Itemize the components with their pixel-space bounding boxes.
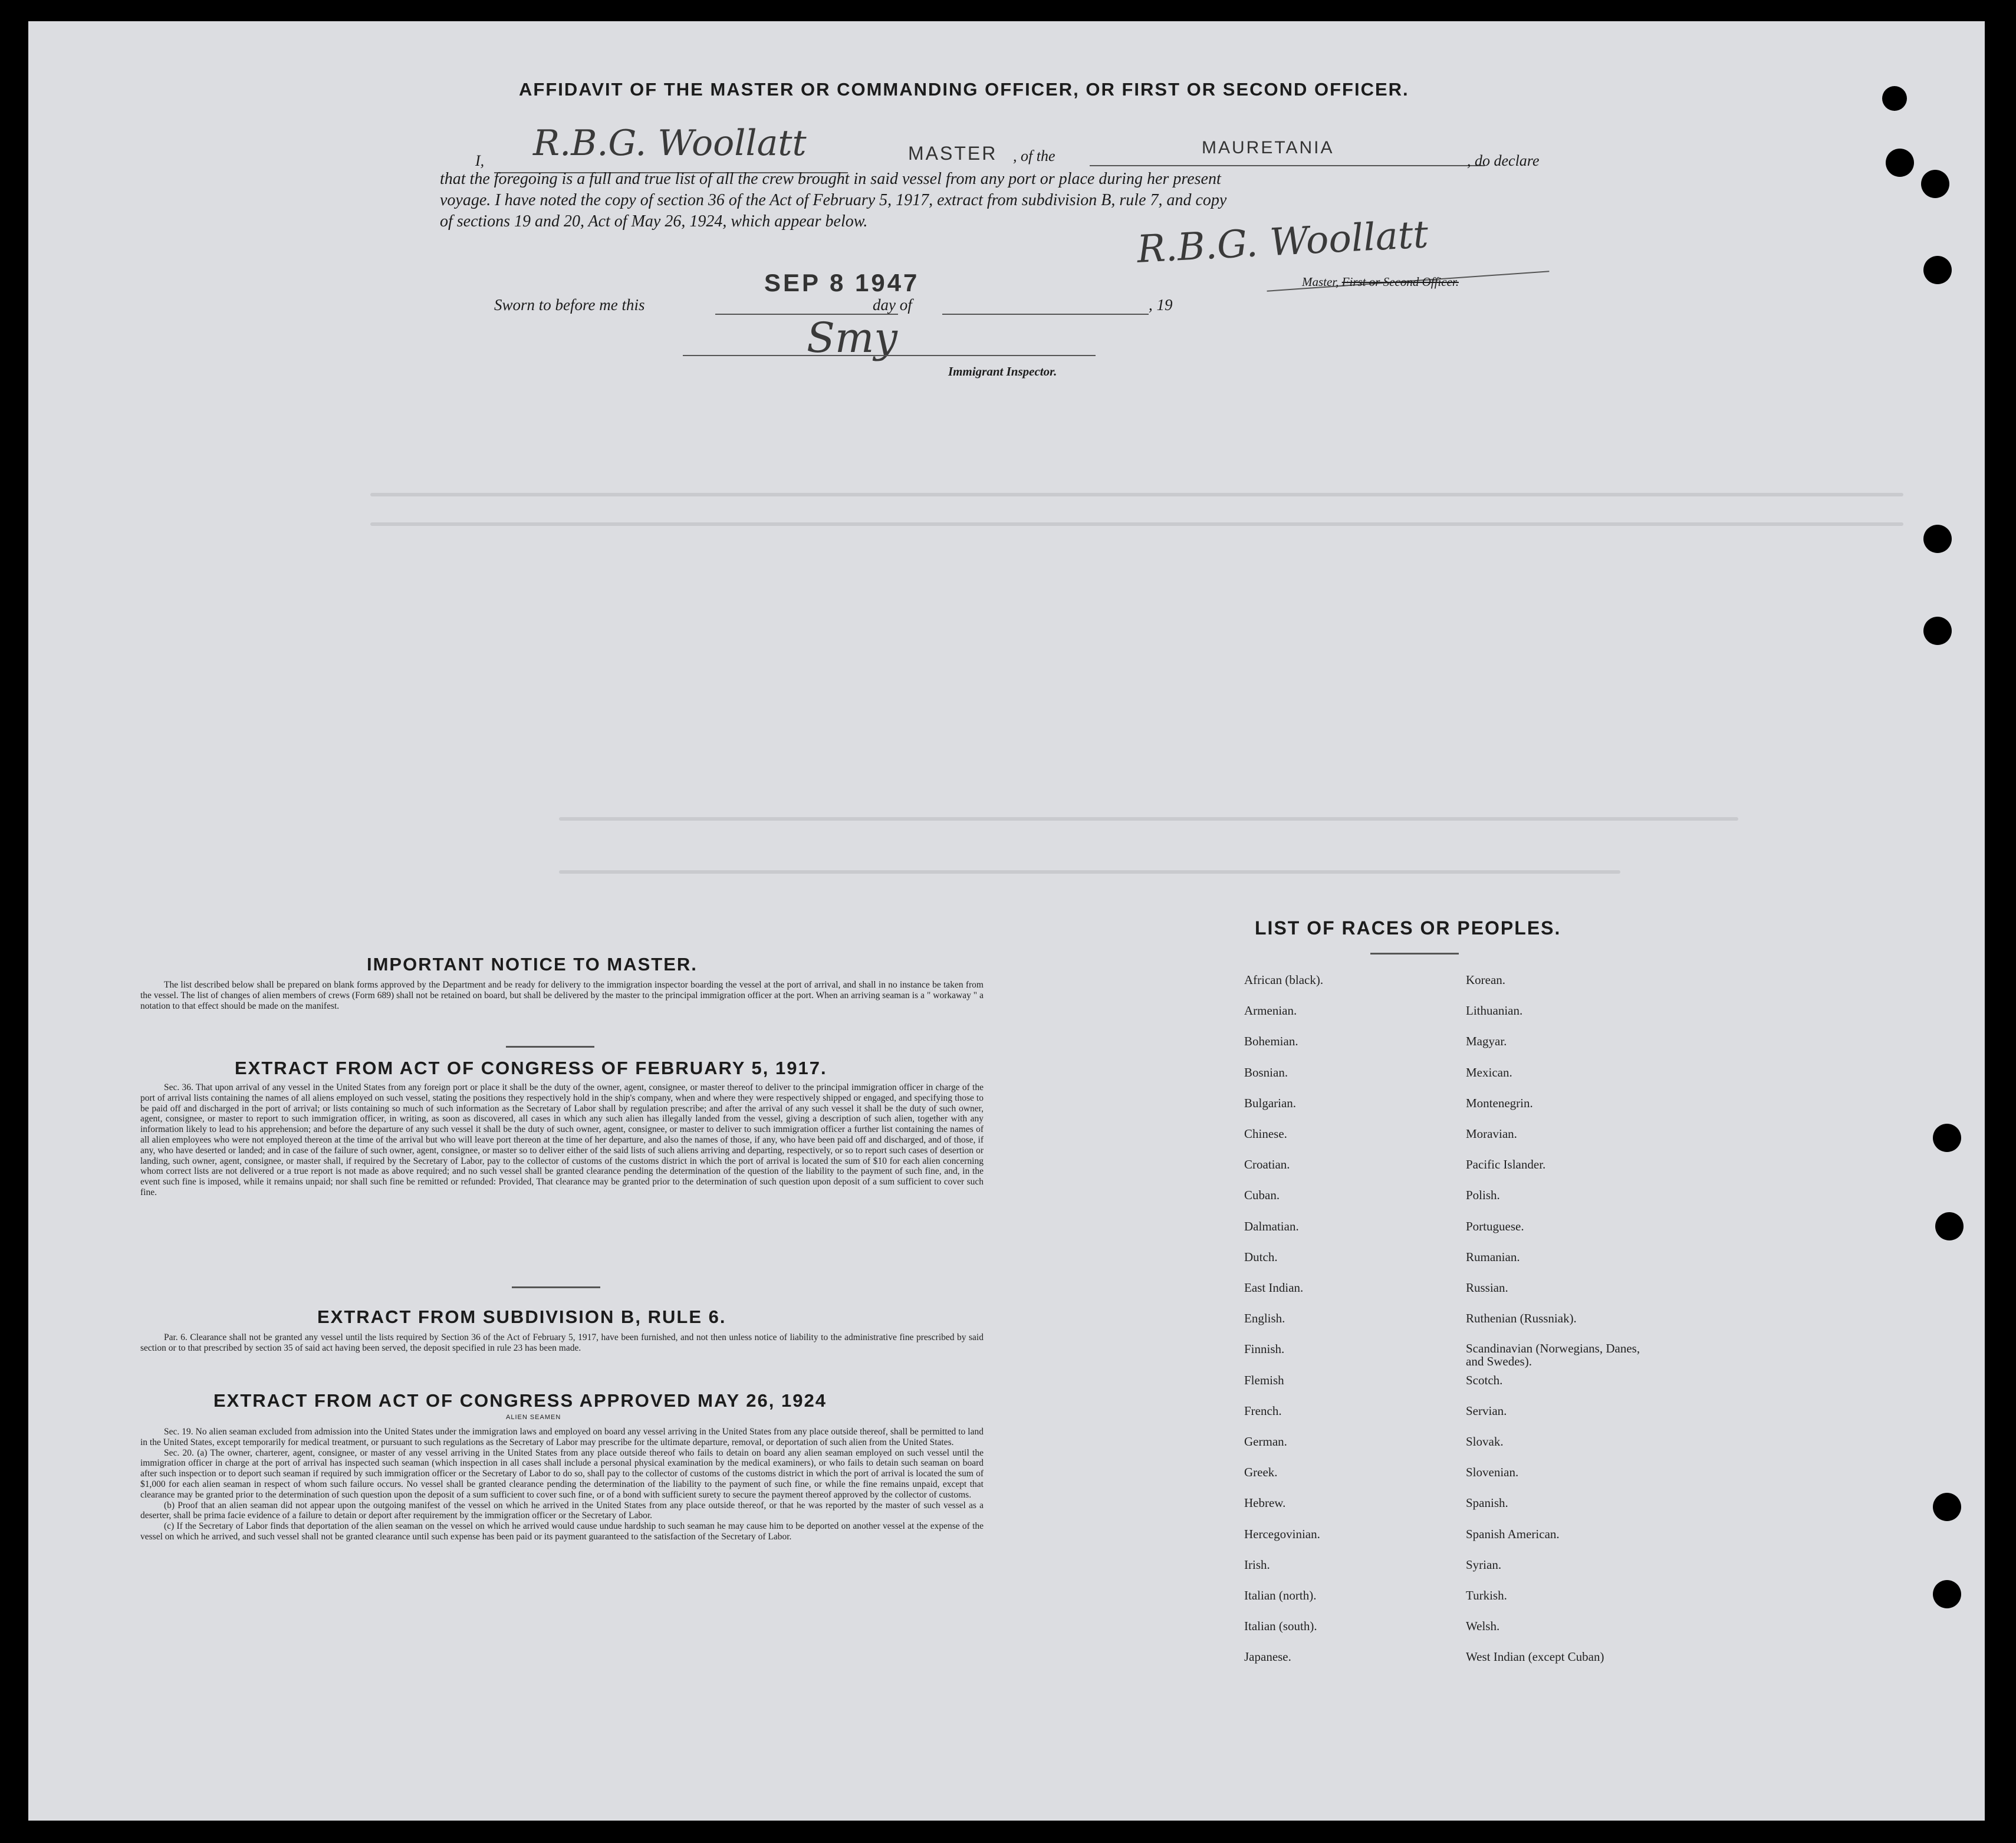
punch-hole — [1923, 256, 1952, 284]
document-sheet — [28, 21, 1985, 1821]
race-item: Dutch. — [1244, 1249, 1278, 1264]
extract-1924-text — [140, 1427, 984, 1542]
race-item: Armenian. — [1244, 1003, 1297, 1018]
race-item: African (black). — [1244, 973, 1324, 987]
sec-20a-paragraph: Sec. 20. (a) The owner, charterer, agent, consignee, or master of any vessel arriving in the United States from any place outside thereof who fails to detain on board any alien seaman employed on such vessel until the immigration officer in charge at the port of arrival has inspected such seaman (which inspection in all cases shall include a personal physical examination by the medical examiners), or who fails to detain such seaman on board after such inspection or to deport such seaman if required by such immigration officer or the Secretary of Labor to do so, shall pay to the collector of customs of the customs district in which the port of arrival is located the sum of $1,000 for each alien seaman in respect of whom such failure occurs. No vessel shall be granted clearance pending the determination of the liability to the payment of such fine, or while the fine remains unpaid, except that clearance may be granted prior to the determination of such question upon the deposit of a sum sufficient to cover such fine, or of a bond with sufficient surety to secure the payment thereof approved by the collector of customs. — [140, 1447, 984, 1500]
race-item: Moravian. — [1466, 1127, 1517, 1141]
punch-hole — [1923, 617, 1952, 645]
officer-label-master: Master, — [1302, 275, 1342, 289]
punch-hole — [1933, 1493, 1961, 1521]
notice-title: IMPORTANT NOTICE TO MASTER. — [367, 954, 698, 975]
race-item: Syrian. — [1466, 1557, 1502, 1572]
race-item: Korean. — [1466, 973, 1506, 987]
race-item: Irish. — [1244, 1557, 1270, 1572]
date-stamp: SEP 8 1947 — [764, 269, 920, 297]
punch-hole — [1933, 1580, 1961, 1608]
race-item: Turkish. — [1466, 1588, 1507, 1602]
race-item: Spanish. — [1466, 1496, 1508, 1510]
race-item: Slovak. — [1466, 1434, 1504, 1449]
affidavit-line-3: of sections 19 and 20, Act of May 26, 1924, which appear below. — [440, 212, 868, 231]
race-item: Bosnian. — [1244, 1065, 1288, 1080]
punch-hole — [1933, 1124, 1961, 1152]
affidavit-i-label: I, — [475, 152, 485, 169]
race-item: Rumanian. — [1466, 1249, 1520, 1264]
affidavit-line-2: voyage. I have noted the copy of section 36 of the Act of February 5, 1917, extract from subdivision B, rule 7, and copy — [440, 191, 1227, 209]
inspector-signature: Smy — [807, 314, 897, 362]
extract-rule6-title: EXTRACT FROM SUBDIVISION B, RULE 6. — [317, 1306, 726, 1327]
inspector-label: Immigrant Inspector. — [948, 364, 1057, 379]
punch-hole — [1886, 149, 1914, 177]
punch-hole — [1882, 86, 1907, 111]
sec-20b-paragraph: (b) Proof that an alien seaman did not appear upon the outgoing manifest of the vessel on which he arrived in the United States from any place outside thereof, or that he was reported by the master of such vessel as a deserter, shall be prima facie evidence of a failure to detain or deport after requirement by the immigration officer or the Secretary of Labor. — [140, 1500, 984, 1521]
master-signature: R.B.G. Woollatt — [533, 123, 807, 164]
race-item: Bulgarian. — [1244, 1095, 1297, 1110]
vessel-name: MAURETANIA — [1202, 138, 1334, 157]
officer-label — [1302, 275, 1459, 289]
race-item: Magyar. — [1466, 1034, 1507, 1049]
race-item: Montenegrin. — [1466, 1095, 1533, 1110]
race-item: Ruthenian (Russniak). — [1466, 1311, 1577, 1326]
extract-1917-text — [140, 1082, 984, 1198]
master-signature-2: R.B.G. Woollatt — [1136, 213, 1430, 272]
race-item: Hercegovinian. — [1244, 1526, 1320, 1541]
race-item: Finnish. — [1244, 1342, 1285, 1357]
punch-hole — [1923, 525, 1952, 553]
race-item: Dalmatian. — [1244, 1219, 1299, 1233]
race-item: Scotch. — [1466, 1373, 1503, 1387]
section-divider — [506, 1046, 594, 1048]
race-item: Scandinavian (Norwegians, Danes, and Swedes). — [1466, 1341, 1640, 1369]
rank-value: MASTER — [908, 143, 998, 164]
races-title-divider — [1370, 953, 1459, 955]
race-item: West Indian (except Cuban) — [1466, 1650, 1604, 1664]
race-item: Hebrew. — [1244, 1496, 1286, 1510]
punch-hole — [1921, 170, 1949, 198]
race-item: Chinese. — [1244, 1127, 1287, 1141]
race-item: Japanese. — [1244, 1650, 1291, 1664]
race-item: Pacific Islander. — [1466, 1157, 1546, 1172]
race-item: Croatian. — [1244, 1157, 1290, 1172]
sec-20c-paragraph: (c) If the Secretary of Labor finds that deportation of the alien seaman on the vessel on which he arrived would cause undue hardship to such seaman he may cause him to be deported on another vessel at the expense of the vessel on which he arrived, and such vessel shall not be granted clearance until such expense has been paid or its payment guaranteed to the satisfaction of the Secretary of Labor. — [140, 1521, 984, 1542]
race-item: Mexican. — [1466, 1065, 1512, 1080]
race-item: French. — [1244, 1403, 1282, 1418]
bleed-through-mark — [370, 493, 1903, 496]
race-item: Italian (north). — [1244, 1588, 1317, 1602]
race-item: Lithuanian. — [1466, 1003, 1523, 1018]
section-divider — [512, 1286, 600, 1288]
race-item: Polish. — [1466, 1188, 1500, 1203]
notice-paragraph: The list described below shall be prepared on blank forms approved by the Department and be ready for delivery to the immigration inspector boarding the vessel at the port of arrival, and shall in no instance be taken from the vessel. The list of changes of alien members of crews (Form 689) shall not be retained on board, but shall be delivered by the master to the principal immigration officer at the port. When an arriving seaman is a " workaway " a notation to that effect should be made on the manifest. — [140, 980, 984, 1011]
affidavit-title: AFFIDAVIT OF THE MASTER OR COMMANDING OFFICER, OR FIRST OR SECOND OFFICER. — [519, 79, 1409, 100]
par-6-paragraph: Par. 6. Clearance shall not be granted any vessel until the lists required by Section 36 of the Act of February 5, 1917, have been furnished, and not then unless notice of liability to the administrative fine prescribed by said section or to that prescribed by section 35 of said act having been served, the deposit specified in rule 23 has been made. — [140, 1332, 984, 1353]
affidavit-line-1: that the foregoing is a full and true list of all the crew brought in said vessel from any port or place during her present — [440, 170, 1221, 188]
race-item: Greek. — [1244, 1465, 1278, 1480]
race-item: Cuban. — [1244, 1188, 1280, 1203]
race-item: Servian. — [1466, 1403, 1507, 1418]
race-item: Portuguese. — [1466, 1219, 1524, 1233]
notice-text — [140, 980, 984, 1011]
sec-19-paragraph: Sec. 19. No alien seaman excluded from admission into the United States under the immigration laws and employed on board any vessel arriving in the United States from any place outside thereof, shall be permitted to land in the United States, except temporarily for medical treatment, or pursuant to such regulations as the Secretary of Labor may prescribe for the ultimate departure, removal, or deportation of such alien from the United States. — [140, 1427, 984, 1447]
section-36-paragraph: Sec. 36. That upon arrival of any vessel in the United States from any foreign port or place it shall be the duty of the owner, agent, consignee, or master thereof to deliver to the principal immigration officer in charge of the port of arrival lists containing the names of all aliens employed on such vessel, stating the positions they respectively hold in the ship's company, when and where they were respectively shipped or engaged, and specifying those to be paid off and discharged in the port of arrival; or lists containing so much of such information as the Secretary of Labor shall by regulation prescribe; and after the arrival of any such vessel it shall be the duty of such owner, agent, consignee, or master to report to such immigration officer, in writing, as soon as discovered, all cases in which any such alien has illegally landed from the vessel, giving a description of such alien, together with any information likely to lead to his apprehension; and before the departure of any such vessel it shall be the duty of such owner, agent, consignee, or master to deliver to such immigration officer a further list containing the names of all alien employees who were not employed thereon at the time of the arrival but who will leave port thereon at the time of her departure, and also the names of those, if any, who have been paid off and discharged, and of those, if any, who have deserted or landed; and in case of the failure of such owner, agent, consignee, or master so to deliver either of the said lists of such aliens arriving and departing, respectively, or so to report such cases of desertion or landing, such owner, agent, consignee, or master shall, if required by the Secretary of Labor, pay to the collector of customs of the customs district in which the port of arrival is located the sum of $10 for each alien concerning whom correct lists are not delivered or a true report is not made as above required; and no such vessel shall be granted clearance pending the determination of the question of the liability to the payment of such fine, and, in the event such fine is imposed, while it remains unpaid; nor shall such fine be remitted or refunded: Provided, That clearance may be granted prior to the determination of such question upon deposit of a sum sufficient to cover such fine. — [140, 1082, 984, 1197]
race-item: Italian (south). — [1244, 1619, 1317, 1634]
month-line — [942, 314, 1149, 315]
of-the-label: , of the — [1013, 147, 1055, 164]
extract-1917-title: EXTRACT FROM ACT OF CONGRESS OF FEBRUARY 5, 1917. — [235, 1058, 827, 1078]
punch-hole — [1935, 1212, 1964, 1240]
sworn-label: Sworn to before me this — [494, 296, 645, 314]
bleed-through-mark — [559, 870, 1620, 874]
race-item: English. — [1244, 1311, 1285, 1326]
day-of-label: day of — [873, 296, 912, 314]
extract-rule6-text — [140, 1332, 984, 1354]
race-item: Bohemian. — [1244, 1034, 1298, 1049]
bleed-through-mark — [370, 522, 1903, 526]
extract-1924-title: EXTRACT FROM ACT OF CONGRESS APPROVED MAY 26, 1924 — [213, 1390, 827, 1411]
inspector-line — [683, 355, 1096, 356]
race-item: East Indian. — [1244, 1281, 1304, 1295]
race-item: Slovenian. — [1466, 1465, 1519, 1480]
races-title: LIST OF RACES OR PEOPLES. — [1255, 917, 1561, 939]
year-prefix: , 19 — [1149, 296, 1173, 314]
bleed-through-mark — [559, 817, 1738, 821]
race-item: Welsh. — [1466, 1619, 1500, 1634]
alien-seamen-subtitle: ALIEN SEAMEN — [506, 1414, 561, 1421]
officer-label-struck: First or Second Officer. — [1341, 275, 1459, 289]
do-declare-label: , do declare — [1467, 152, 1540, 169]
race-item: German. — [1244, 1434, 1287, 1449]
race-item: Russian. — [1466, 1281, 1508, 1295]
race-item: Flemish — [1244, 1373, 1284, 1387]
vessel-underline — [1090, 165, 1485, 166]
race-item: Spanish American. — [1466, 1526, 1560, 1541]
